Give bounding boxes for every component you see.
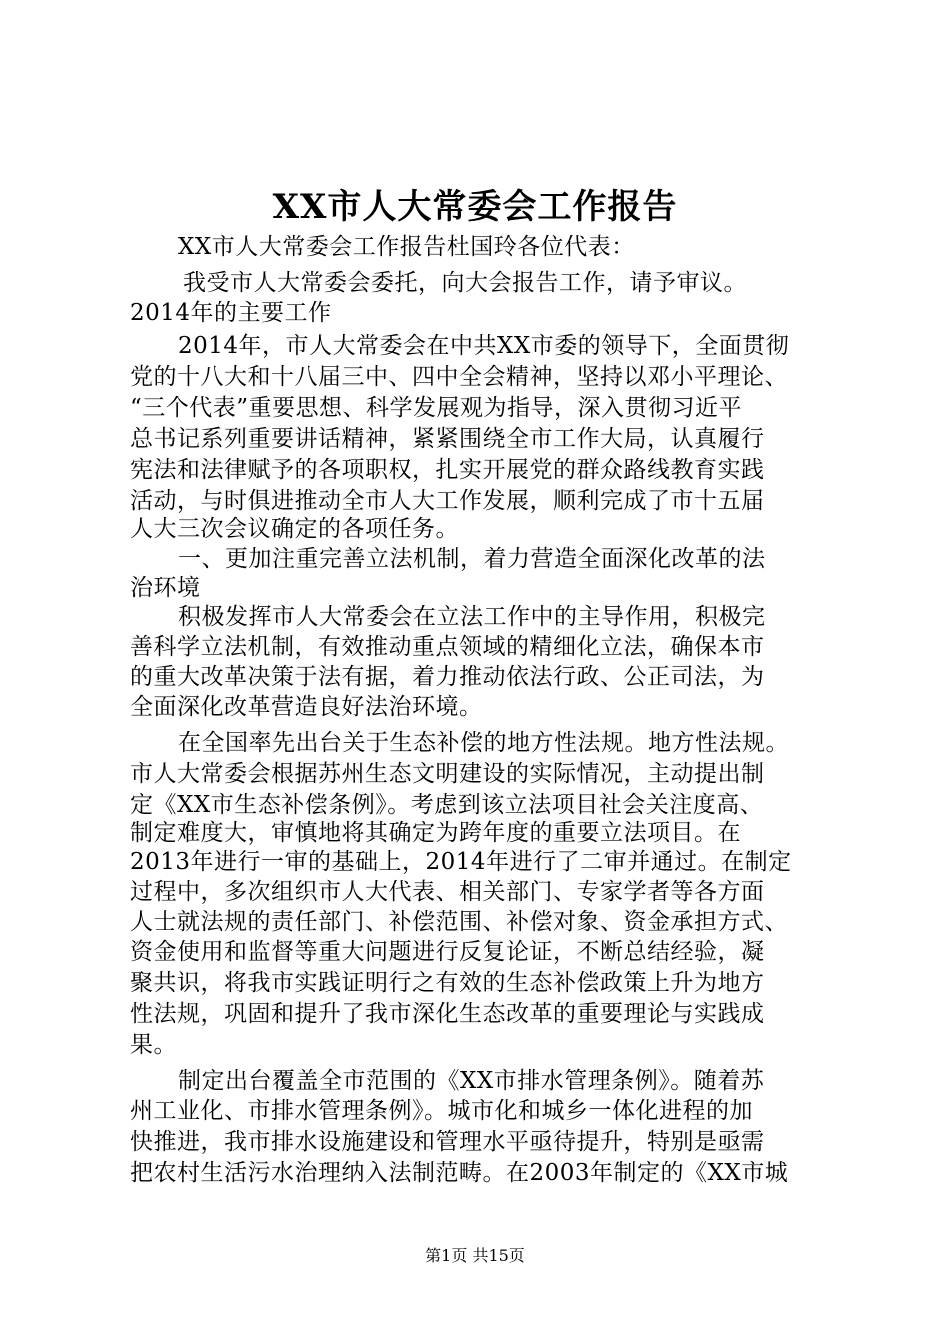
text-line: 2014年，市人大常委会在中共XX市委的领导下，全面贯彻 bbox=[178, 333, 790, 359]
text-line: 制定难度大，审慎地将其确定为跨年度的重要立法项目。在 bbox=[130, 820, 741, 846]
text-line: 2014年的主要工作 bbox=[130, 300, 332, 326]
text-line: 聚共识，将我市实践证明行之有效的生态补偿政策上升为地方 bbox=[130, 970, 765, 996]
text-line: 州工业化、市排水管理条例》。城市化和城乡一体化进程的加 bbox=[130, 1098, 753, 1124]
text-line: 快推进，我市排水设施建设和管理水平亟待提升，特别是亟需 bbox=[130, 1129, 765, 1155]
text-line: 市人大常委会根据苏州生态文明建设的实际情况，主动提出制 bbox=[130, 761, 765, 787]
text-line: 积极发挥市人大常委会在立法工作中的主导作用，积极完 bbox=[178, 604, 766, 630]
text-line: 性法规，巩固和提升了我市深化生态改革的重要理论与实践成 bbox=[130, 1001, 765, 1027]
text-line: 党的十八大和十八届三中、四中全会精神，坚持以邓小平理论、 bbox=[130, 364, 788, 390]
text-line: 2013年进行一审的基础上，2014年进行了二审并通过。在制定 bbox=[130, 849, 792, 875]
text-line: 全面深化改革营造良好法治环境。 bbox=[130, 694, 483, 720]
text-line: 人大三次会议确定的各项任务。 bbox=[130, 516, 459, 542]
document-title: XX市人大常委会工作报告 bbox=[272, 187, 678, 227]
page-number-footer: 第1页 共15页 bbox=[425, 1246, 525, 1265]
text-line: “三个代表”重要思想、科学发展观为指导，深入贯彻习近平 bbox=[130, 395, 743, 421]
text-line: 宪法和法律赋予的各项职权，扎实开展党的群众路线教育实践 bbox=[130, 457, 765, 483]
text-line: 我受市人大常委会委托，向大会报告工作，请予审议。 bbox=[183, 270, 747, 296]
text-line: 人士就法规的责任部门、补偿范围、补偿对象、资金承担方式、 bbox=[130, 909, 788, 935]
section-heading-cont: 治环境 bbox=[130, 575, 201, 601]
text-line: XX市人大常委会工作报告杜国玲各位代表： bbox=[178, 234, 635, 260]
text-line: 资金使用和监督等重大问题进行反复论证，不断总结经验，凝 bbox=[130, 939, 765, 965]
text-line: 在全国率先出台关于生态补偿的地方性法规。地方性法规。 bbox=[178, 730, 789, 756]
text-line: 的重大改革决策于法有据，着力推动依法行政、公正司法，为 bbox=[130, 664, 765, 690]
text-line: 总书记系列重要讲话精神，紧紧围绕全市工作大局，认真履行 bbox=[130, 426, 765, 452]
text-line: 活动，与时俱进推动全市人大工作发展，顺利完成了市十五届 bbox=[130, 488, 765, 514]
text-line: 把农村生活污水治理纳入法制范畴。在2003年制定的《XX市城 bbox=[130, 1160, 789, 1186]
text-line: 过程中，多次组织市人大代表、相关部门、专家学者等各方面 bbox=[130, 879, 765, 905]
text-line: 制定出台覆盖全市范围的《XX市排水管理条例》。随着苏 bbox=[178, 1068, 765, 1094]
text-line: 果。 bbox=[130, 1032, 177, 1058]
text-line: 定《XX市生态补偿条例》。考虑到该立法项目社会关注度高、 bbox=[130, 792, 764, 818]
text-line: 善科学立法机制，有效推动重点领域的精细化立法，确保本市 bbox=[130, 634, 765, 660]
section-heading: 一、更加注重完善立法机制，着力营造全面深化改革的法 bbox=[178, 546, 766, 572]
